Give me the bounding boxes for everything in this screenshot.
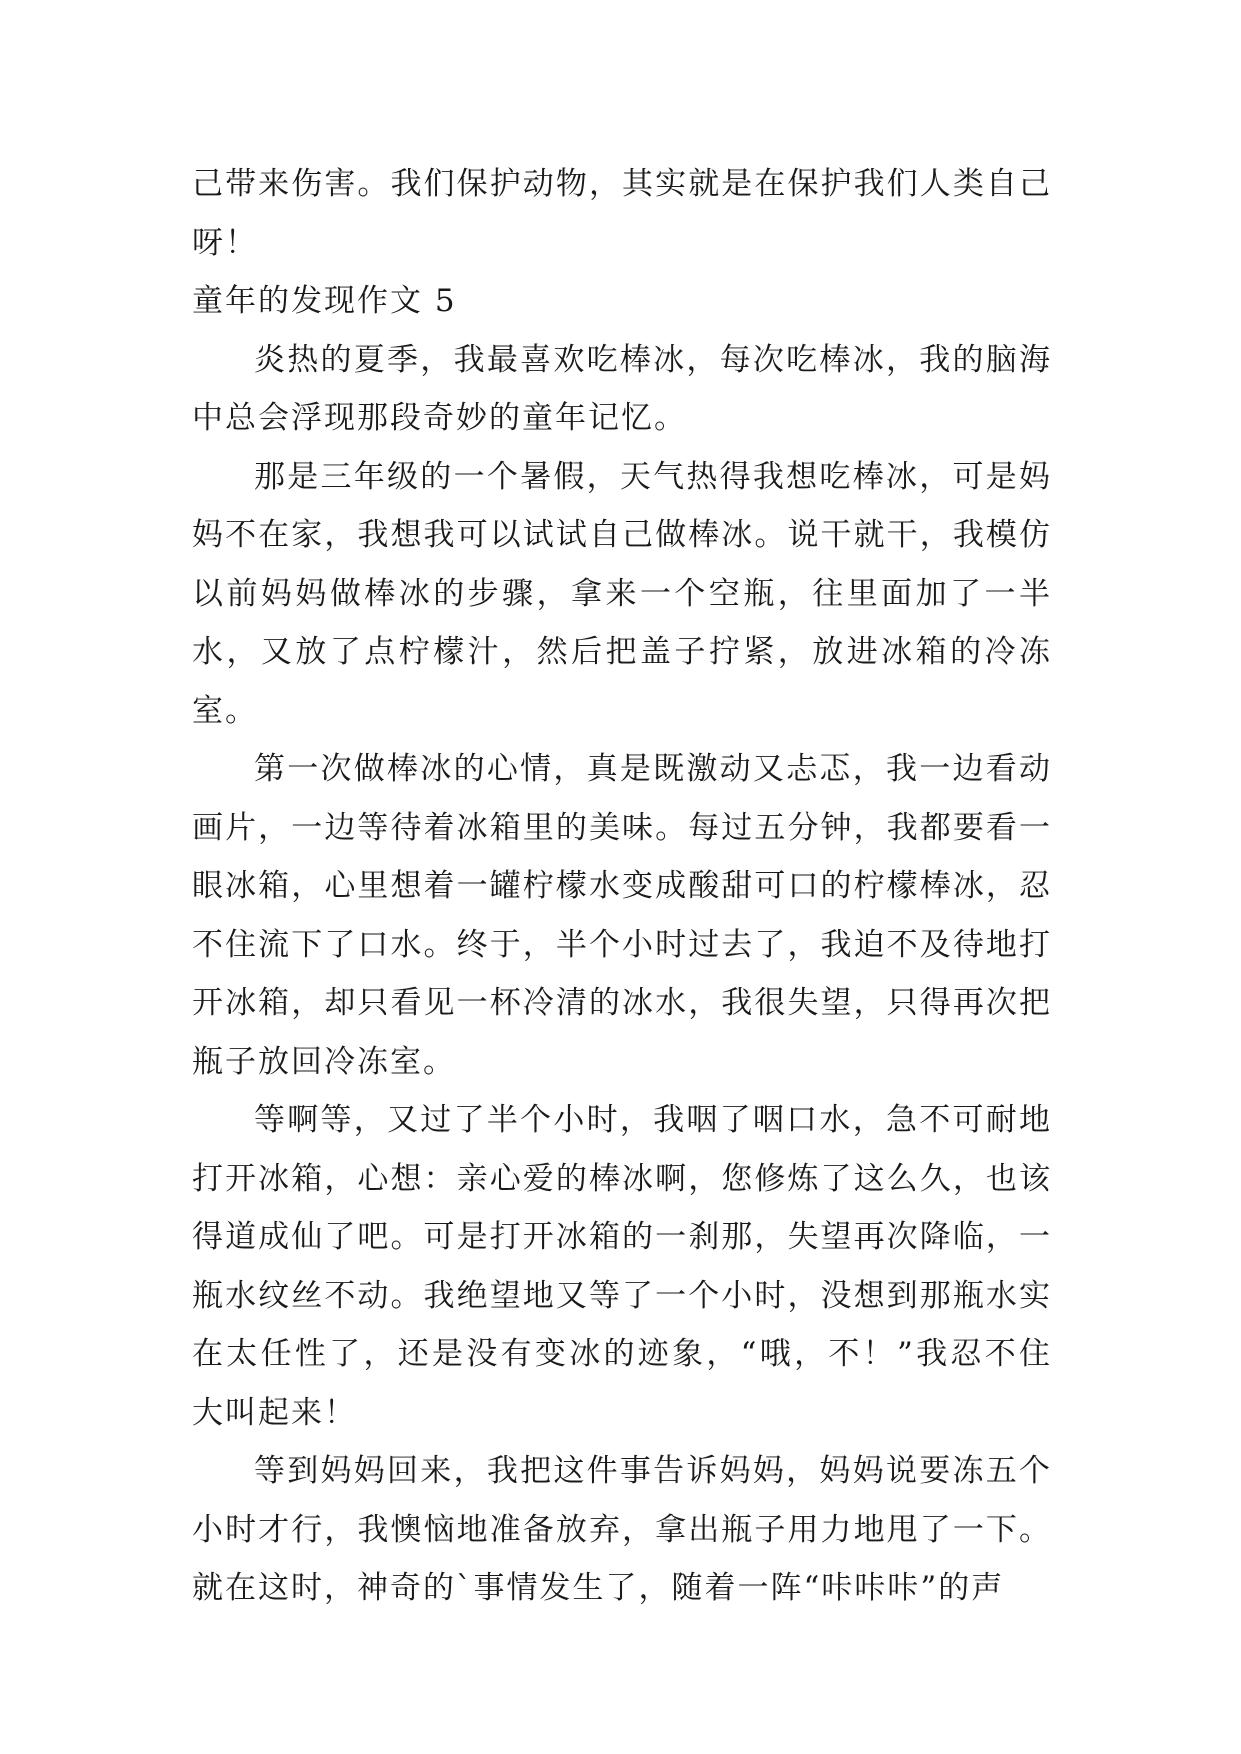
document-body bbox=[192, 155, 1052, 1618]
continued-paragraph: 己带来伤害。我们保护动物，其实就是在保护我们人类自己呀！ bbox=[192, 166, 1052, 261]
paragraph: 那是三年级的一个暑假，天气热得我想吃棒冰，可是妈妈不在家，我想我可以试试自己做棒冰。说干就干，我模仿以前妈妈做棒冰的步骤，拿来一个空瓶，往里面加了一半水，又放了点柠檬汁，然后把盖子拧紧，放进冰箱的冷冻室。 bbox=[192, 458, 1052, 729]
paragraph: 第一次做棒冰的心情，真是既激动又忐忑，我一边看动画片，一边等待着冰箱里的美味。每过五分钟，我都要看一眼冰箱，心里想着一罐柠檬水变成酸甜可口的柠檬棒冰，忍不住流下了口水。终于，半个小时过去了，我迫不及待地打开冰箱，却只看见一杯冷清的冰水，我很失望，只得再次把瓶子放回冷冻室。 bbox=[192, 751, 1052, 1080]
paragraph: 炎热的夏季，我最喜欢吃棒冰，每次吃棒冰，我的脑海中总会浮现那段奇妙的童年记忆。 bbox=[192, 341, 1052, 436]
paragraph: 等到妈妈回来，我把这件事告诉妈妈，妈妈说要冻五个小时才行，我懊恼地准备放弃，拿出瓶子用力地甩了一下。就在这时，神奇的`事情发生了，随着一阵“咔咔咔”的声 bbox=[192, 1453, 1052, 1606]
paragraph: 等啊等，又过了半个小时，我咽了咽口水，急不可耐地打开冰箱，心想：亲心爱的棒冰啊，您修炼了这么久，也该得道成仙了吧。可是打开冰箱的一刹那，失望再次降临，一瓶水纹丝不动。我绝望地又等了一个小时，没想到那瓶水实在太任性了，还是没有变冰的迹象，“哦，不！”我忍不住大叫起来！ bbox=[192, 1102, 1052, 1431]
section-title: 童年的发现作文 5 bbox=[192, 283, 457, 319]
